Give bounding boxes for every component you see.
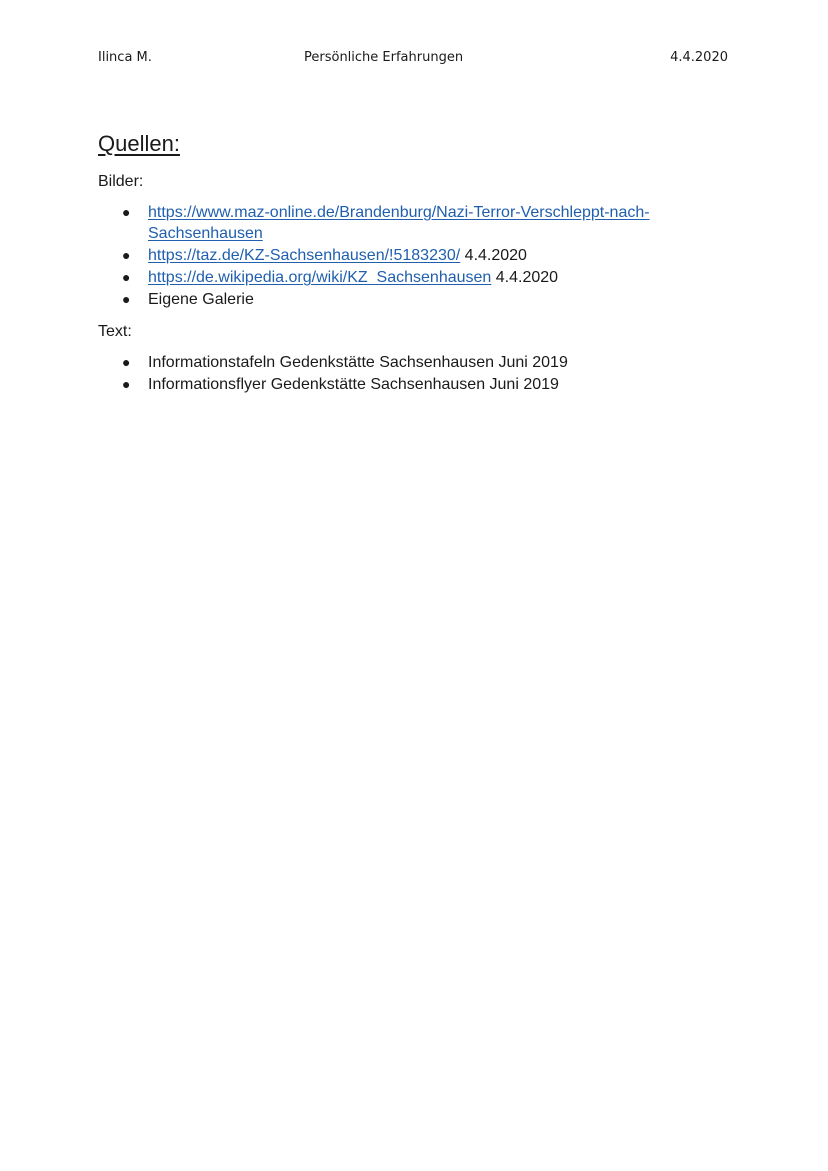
images-source-list xyxy=(98,202,738,310)
text-source-item: Informationstafeln Gedenkstätte Sachsenhausen Juni 2019 xyxy=(148,354,568,371)
header-date: 4.4.2020 xyxy=(670,50,728,65)
header-title: Persönliche Erfahrungen xyxy=(304,50,464,65)
list-item xyxy=(98,374,738,395)
text-source-item: Informationsflyer Gedenkstätte Sachsenhausen Juni 2019 xyxy=(148,376,559,393)
bullet-icon: ● xyxy=(122,376,131,392)
document-body xyxy=(98,130,738,407)
images-section-label: Bilder: xyxy=(98,173,144,190)
source-link-wikipedia[interactable]: https://de.wikipedia.org/wiki/KZ_Sachsenhausen xyxy=(148,269,492,286)
source-own-gallery: Eigene Galerie xyxy=(148,291,254,308)
bullet-icon: ● xyxy=(122,269,131,285)
page-header xyxy=(98,50,728,68)
sources-heading: Quellen: xyxy=(98,131,180,156)
source-link-maz-text: https://www.maz-online.de/Brandenburg/Nazi-Terror-Verschleppt-nach- xyxy=(148,204,650,221)
list-item xyxy=(98,245,738,266)
bullet-icon: ● xyxy=(122,247,131,263)
source-link-maz[interactable] xyxy=(148,204,650,242)
list-item xyxy=(98,289,738,310)
source-date: 4.4.2020 xyxy=(460,247,527,264)
list-item xyxy=(98,202,738,244)
text-section-label: Text: xyxy=(98,323,132,340)
source-link-maz-text-cont: Sachsenhausen xyxy=(148,225,263,242)
list-item xyxy=(98,267,738,288)
header-author: Ilinca M. xyxy=(98,50,152,65)
source-link-taz[interactable]: https://taz.de/KZ-Sachsenhausen/!5183230/ xyxy=(148,247,461,264)
source-date: 4.4.2020 xyxy=(491,269,559,286)
text-source-list xyxy=(98,352,738,395)
bullet-icon: ● xyxy=(122,291,131,307)
bullet-icon: ● xyxy=(122,204,131,220)
list-item xyxy=(98,352,738,373)
bullet-icon: ● xyxy=(122,354,131,370)
